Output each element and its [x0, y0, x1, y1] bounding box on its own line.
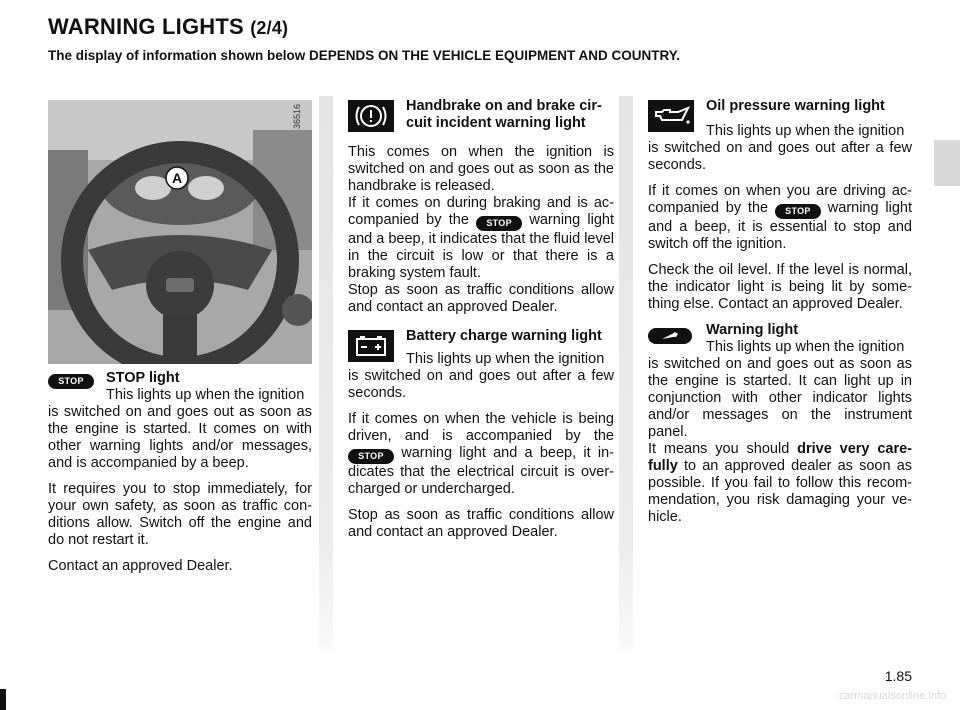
battery-line1: This lights up when the ignition: [406, 351, 605, 367]
handbrake-para1: This comes on when the ignition is switched on and goes out as soon as the handbrake is released.: [348, 144, 614, 194]
stop-icon: STOP: [348, 449, 394, 464]
warning-para2: It means you should drive very care-fully to an approved dealer as soon as possible. If you fail to follow this recom-mendation, you risk damaging your ve-hicle.: [648, 441, 913, 525]
battery-icon: [348, 330, 394, 362]
column-divider: [319, 96, 333, 651]
stop-para2: It requires you to stop immediately, for your own safety, as soon as traffic con-ditions allow. Switch off the engine and do not restart it.: [48, 481, 312, 548]
oil-line1: This lights up when the ignition: [706, 123, 905, 139]
watermark: carmanualsonline.info: [838, 690, 946, 702]
battery-para2: If it comes on when the vehicle is being driven, and is accompanied by the STOP warning light and a beep, it in-dicates that the electrical circuit is over-charged or undercharged.: [348, 411, 614, 497]
handbrake-para2: If it comes on during braking and is ac-companied by the STOP warning light and a beep, it indicates that the fluid level in the circuit is low or that there is a braking system fault.: [348, 195, 615, 281]
handbrake-para3: Stop as soon as traffic conditions allow and contact an approved Dealer.: [348, 282, 614, 315]
oil-can-icon: [648, 100, 694, 132]
oil-heading: Oil pressure warning light: [706, 98, 885, 114]
battery-para1: is switched on and goes out after a few seconds.: [348, 368, 614, 401]
handbrake-heading: Handbrake on and brake cir-cuit incident warning light: [406, 98, 602, 131]
corner-mark: [0, 689, 6, 710]
stop-para1: is switched on and goes out as soon as the engine is started. It comes on with other warning lights and/or messages, and is accompanied by a beep.: [48, 404, 312, 471]
battery-heading: Battery charge warning light: [406, 328, 602, 344]
oil-para2: If it comes on when you are driving ac-companied by the STOP warning light and a beep, it is essential to stop and switch off the ignition.: [648, 183, 912, 252]
page-number: 1.85: [884, 668, 912, 684]
stop-icon: STOP: [48, 374, 94, 389]
stop-icon: STOP: [775, 204, 821, 219]
service-warning-icon: [648, 328, 692, 344]
column-brake-battery: [348, 98, 614, 550]
stop-para3: Contact an approved Dealer.: [48, 558, 233, 574]
oil-para3: Check the oil level. If the level is normal, the indicator light is being lit by some-thing else. Contact an approved Dealer.: [648, 262, 912, 312]
figure-number: 36516: [292, 104, 302, 130]
column-divider: [619, 96, 633, 651]
marker-a-label: A: [171, 170, 183, 186]
battery-para3: Stop as soon as traffic conditions allow and contact an approved Dealer.: [348, 507, 614, 540]
oil-para1: is switched on and goes out after a few seconds.: [648, 140, 912, 173]
warning-line1: This lights up when the ignition: [706, 339, 905, 355]
handbrake-icon: [348, 100, 394, 132]
stop-heading: STOP light: [106, 370, 180, 386]
column-stop: [48, 370, 312, 584]
warning-heading: Warning light: [706, 322, 799, 338]
stop-icon: STOP: [476, 216, 522, 231]
section-tab: [934, 140, 960, 186]
page-title: WARNING LIGHTS (2/4): [48, 14, 289, 39]
steering-wheel-illustration: [48, 100, 312, 364]
column-oil-warning: [648, 98, 912, 535]
page-subtitle: The display of information shown below DEPENDS ON THE VEHICLE EQUIPMENT AND COUNTRY.: [48, 48, 681, 63]
dashboard-photo: [48, 100, 312, 364]
warning-para1: is switched on and goes out as soon as the engine is started. It can light up in conjunction with other indicator lights and/or messages on the instrument panel.: [648, 356, 912, 440]
stop-line1: This lights up when the ignition: [106, 387, 305, 403]
